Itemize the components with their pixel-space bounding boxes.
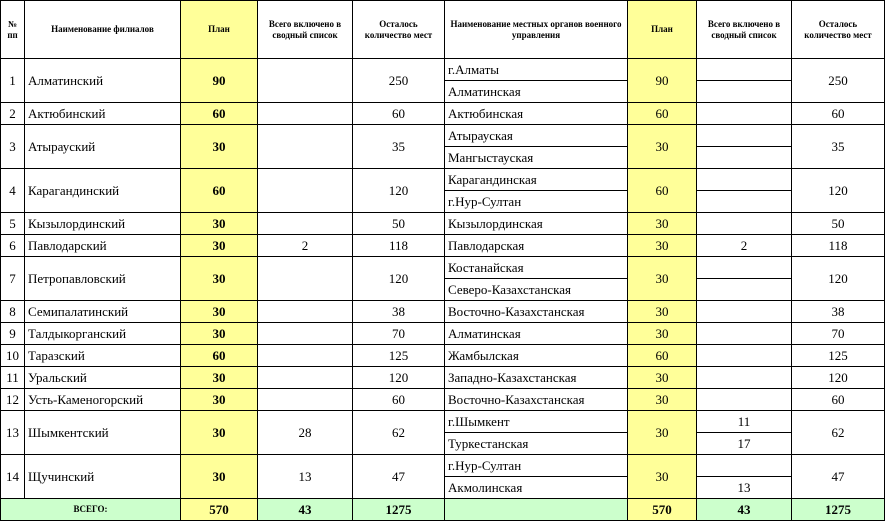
branch-name: Шымкентский bbox=[25, 411, 181, 455]
org-plan: 30 bbox=[628, 213, 697, 235]
branch-name: Уральский bbox=[25, 367, 181, 389]
branch-plan: 30 bbox=[181, 257, 258, 301]
branch-name: Кызылординский bbox=[25, 213, 181, 235]
branch-remaining: 120 bbox=[353, 169, 445, 213]
org-remaining: 70 bbox=[792, 323, 885, 345]
branch-name: Павлодарский bbox=[25, 235, 181, 257]
org-included: 13 bbox=[697, 477, 792, 499]
org-plan: 60 bbox=[628, 103, 697, 125]
org-plan: 30 bbox=[628, 301, 697, 323]
branch-remaining: 50 bbox=[353, 213, 445, 235]
org-remaining: 120 bbox=[792, 367, 885, 389]
branch-included bbox=[258, 103, 353, 125]
table-row bbox=[1, 213, 885, 235]
branch-remaining: 125 bbox=[353, 345, 445, 367]
branch-plan: 60 bbox=[181, 345, 258, 367]
branch-plan: 30 bbox=[181, 323, 258, 345]
org-plan: 30 bbox=[628, 389, 697, 411]
local-org-name: Жамбылская bbox=[445, 345, 628, 367]
row-num: 3 bbox=[1, 125, 25, 169]
row-num: 11 bbox=[1, 367, 25, 389]
local-org-name: г.Нур-Султан bbox=[445, 455, 628, 477]
branch-included bbox=[258, 213, 353, 235]
local-org-name: Западно-Казахстанская bbox=[445, 367, 628, 389]
branch-name: Талдыкорганский bbox=[25, 323, 181, 345]
row-num: 4 bbox=[1, 169, 25, 213]
total-label: ВСЕГО: bbox=[1, 499, 181, 521]
header-num: № пп bbox=[1, 1, 25, 59]
org-included bbox=[697, 455, 792, 477]
row-num: 5 bbox=[1, 213, 25, 235]
org-plan: 30 bbox=[628, 411, 697, 455]
branch-plan: 30 bbox=[181, 389, 258, 411]
table-row bbox=[1, 235, 885, 257]
local-org-name: Кызылординская bbox=[445, 213, 628, 235]
branch-included: 28 bbox=[258, 411, 353, 455]
branch-remaining: 35 bbox=[353, 125, 445, 169]
local-org-name: г.Алматы bbox=[445, 59, 628, 81]
branch-included bbox=[258, 257, 353, 301]
row-num: 13 bbox=[1, 411, 25, 455]
header-included: Всего включено в сводный список bbox=[258, 1, 353, 59]
branch-remaining: 38 bbox=[353, 301, 445, 323]
org-included: 17 bbox=[697, 433, 792, 455]
branch-plan: 30 bbox=[181, 367, 258, 389]
org-included bbox=[697, 345, 792, 367]
branch-included bbox=[258, 125, 353, 169]
row-num: 1 bbox=[1, 59, 25, 103]
org-included bbox=[697, 59, 792, 81]
org-plan: 30 bbox=[628, 235, 697, 257]
table-row bbox=[1, 257, 885, 279]
branch-plan: 60 bbox=[181, 103, 258, 125]
org-included bbox=[697, 213, 792, 235]
total-row bbox=[1, 499, 885, 521]
branch-plan: 60 bbox=[181, 169, 258, 213]
local-org-name: Костанайская bbox=[445, 257, 628, 279]
org-included bbox=[697, 125, 792, 147]
header-plan: План bbox=[181, 1, 258, 59]
table-row bbox=[1, 169, 885, 191]
branch-plan: 30 bbox=[181, 455, 258, 499]
org-remaining: 125 bbox=[792, 345, 885, 367]
org-included bbox=[697, 389, 792, 411]
total-included-2: 43 bbox=[697, 499, 792, 521]
org-remaining: 120 bbox=[792, 257, 885, 301]
table-row bbox=[1, 389, 885, 411]
row-num: 9 bbox=[1, 323, 25, 345]
local-org-name: Восточно-Казахстанская bbox=[445, 389, 628, 411]
org-included bbox=[697, 147, 792, 169]
local-org-name: Актюбинская bbox=[445, 103, 628, 125]
branch-name: Актюбинский bbox=[25, 103, 181, 125]
org-remaining: 62 bbox=[792, 411, 885, 455]
org-remaining: 60 bbox=[792, 389, 885, 411]
org-included bbox=[697, 323, 792, 345]
table-body bbox=[1, 59, 885, 499]
total-remaining-2: 1275 bbox=[792, 499, 885, 521]
branch-plan: 30 bbox=[181, 235, 258, 257]
table-row bbox=[1, 323, 885, 345]
row-num: 7 bbox=[1, 257, 25, 301]
row-num: 2 bbox=[1, 103, 25, 125]
branch-name: Атырауский bbox=[25, 125, 181, 169]
total-local-org-blank bbox=[445, 499, 628, 521]
total-plan: 570 bbox=[181, 499, 258, 521]
org-remaining: 120 bbox=[792, 169, 885, 213]
branch-included bbox=[258, 389, 353, 411]
org-remaining: 60 bbox=[792, 103, 885, 125]
local-org-name: г.Нур-Султан bbox=[445, 191, 628, 213]
branch-included bbox=[258, 301, 353, 323]
branch-name: Семипалатинский bbox=[25, 301, 181, 323]
header-local-org: Наименование местных органов военного управления bbox=[445, 1, 628, 59]
branch-plan: 90 bbox=[181, 59, 258, 103]
table-row bbox=[1, 59, 885, 81]
header-plan-2: План bbox=[628, 1, 697, 59]
branch-included: 13 bbox=[258, 455, 353, 499]
branch-name: Алматинский bbox=[25, 59, 181, 103]
branch-remaining: 120 bbox=[353, 367, 445, 389]
branch-name: Карагандинский bbox=[25, 169, 181, 213]
branch-remaining: 250 bbox=[353, 59, 445, 103]
branch-name: Усть-Каменогорский bbox=[25, 389, 181, 411]
header-row bbox=[1, 1, 885, 59]
branch-plan: 30 bbox=[181, 411, 258, 455]
org-remaining: 250 bbox=[792, 59, 885, 103]
header-remaining: Осталось количество мест bbox=[353, 1, 445, 59]
branch-remaining: 118 bbox=[353, 235, 445, 257]
local-org-name: Туркестанская bbox=[445, 433, 628, 455]
branch-remaining: 60 bbox=[353, 103, 445, 125]
local-org-name: Акмолинская bbox=[445, 477, 628, 499]
local-org-name: Атырауская bbox=[445, 125, 628, 147]
org-included bbox=[697, 103, 792, 125]
table-row bbox=[1, 103, 885, 125]
org-remaining: 118 bbox=[792, 235, 885, 257]
org-included: 11 bbox=[697, 411, 792, 433]
row-num: 6 bbox=[1, 235, 25, 257]
org-included bbox=[697, 191, 792, 213]
local-org-name: Северо-Казахстанская bbox=[445, 279, 628, 301]
header-remaining-2: Осталось количество мест bbox=[792, 1, 885, 59]
total-remaining: 1275 bbox=[353, 499, 445, 521]
total-included: 43 bbox=[258, 499, 353, 521]
org-plan: 60 bbox=[628, 169, 697, 213]
org-plan: 90 bbox=[628, 59, 697, 103]
local-org-name: Мангыстауская bbox=[445, 147, 628, 169]
total-plan-2: 570 bbox=[628, 499, 697, 521]
branch-included bbox=[258, 367, 353, 389]
branch-included bbox=[258, 169, 353, 213]
header-branch: Наименование филиалов bbox=[25, 1, 181, 59]
branch-remaining: 62 bbox=[353, 411, 445, 455]
branch-remaining: 120 bbox=[353, 257, 445, 301]
branch-included bbox=[258, 323, 353, 345]
org-included bbox=[697, 367, 792, 389]
branch-plan: 30 bbox=[181, 125, 258, 169]
table-row bbox=[1, 455, 885, 477]
branch-included: 2 bbox=[258, 235, 353, 257]
branch-included bbox=[258, 345, 353, 367]
org-included bbox=[697, 279, 792, 301]
org-included bbox=[697, 301, 792, 323]
local-org-name: Павлодарская bbox=[445, 235, 628, 257]
table-row bbox=[1, 411, 885, 433]
branch-remaining: 60 bbox=[353, 389, 445, 411]
org-included bbox=[697, 81, 792, 103]
org-plan: 60 bbox=[628, 345, 697, 367]
table-row bbox=[1, 367, 885, 389]
org-remaining: 50 bbox=[792, 213, 885, 235]
org-remaining: 35 bbox=[792, 125, 885, 169]
local-org-name: Алматинская bbox=[445, 323, 628, 345]
local-org-name: г.Шымкент bbox=[445, 411, 628, 433]
branch-plan: 30 bbox=[181, 301, 258, 323]
org-included bbox=[697, 169, 792, 191]
table-row bbox=[1, 345, 885, 367]
local-org-name: Карагандинская bbox=[445, 169, 628, 191]
row-num: 12 bbox=[1, 389, 25, 411]
org-plan: 30 bbox=[628, 455, 697, 499]
org-remaining: 38 bbox=[792, 301, 885, 323]
branch-name: Таразский bbox=[25, 345, 181, 367]
branch-plan: 30 bbox=[181, 213, 258, 235]
row-num: 14 bbox=[1, 455, 25, 499]
org-included bbox=[697, 257, 792, 279]
local-org-name: Алматинская bbox=[445, 81, 628, 103]
table-row bbox=[1, 301, 885, 323]
row-num: 10 bbox=[1, 345, 25, 367]
branch-name: Петропавловский bbox=[25, 257, 181, 301]
branch-remaining: 70 bbox=[353, 323, 445, 345]
org-plan: 30 bbox=[628, 125, 697, 169]
org-included: 2 bbox=[697, 235, 792, 257]
org-plan: 30 bbox=[628, 323, 697, 345]
org-plan: 30 bbox=[628, 257, 697, 301]
branch-name: Щучинский bbox=[25, 455, 181, 499]
org-remaining: 47 bbox=[792, 455, 885, 499]
table-row bbox=[1, 125, 885, 147]
org-plan: 30 bbox=[628, 367, 697, 389]
row-num: 8 bbox=[1, 301, 25, 323]
header-included-2: Всего включено в сводный список bbox=[697, 1, 792, 59]
local-org-name: Восточно-Казахстанская bbox=[445, 301, 628, 323]
branch-included bbox=[258, 59, 353, 103]
branch-remaining: 47 bbox=[353, 455, 445, 499]
